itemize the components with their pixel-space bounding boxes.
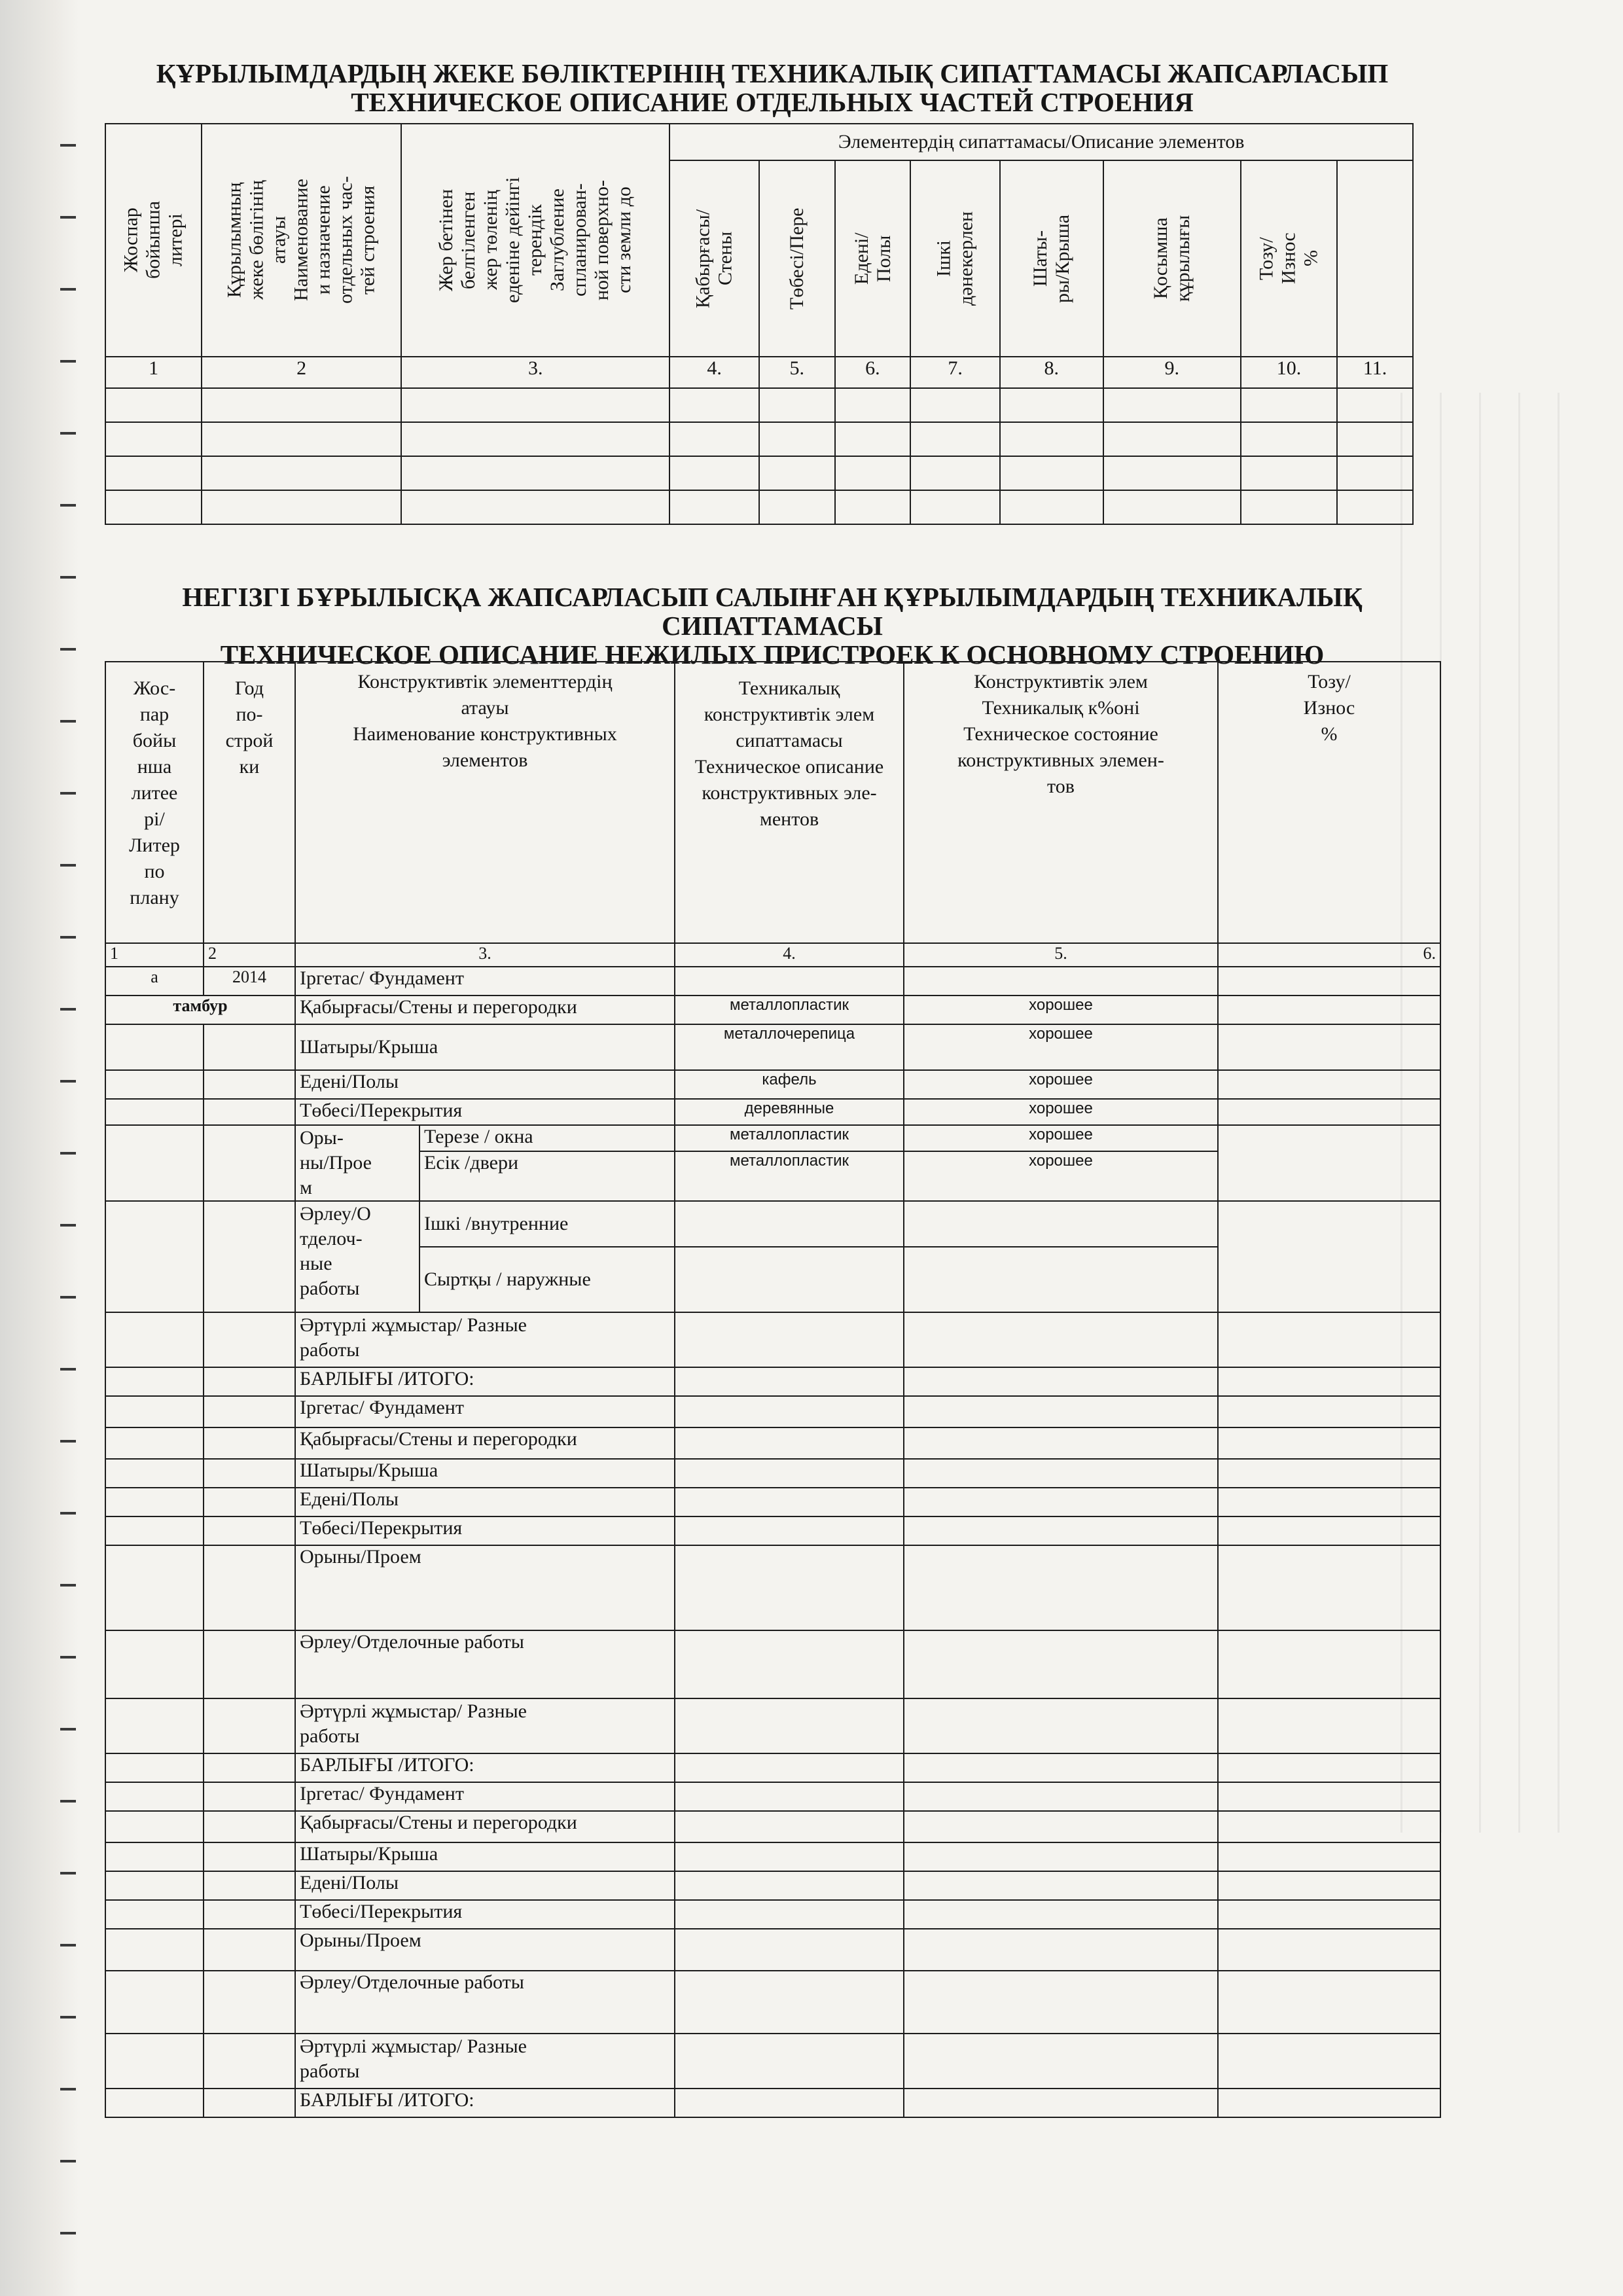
t1-header-elements-group: Элементердің сипаттамасы/Описание элементов xyxy=(669,124,1413,160)
t1-num: 9. xyxy=(1103,357,1241,388)
table-row xyxy=(105,1929,1440,1971)
t2-number-row xyxy=(105,943,1440,967)
finishing-label: Әрлеу/О тделоч- ные работы xyxy=(295,1201,419,1312)
element-name: Шатыры/Крыша xyxy=(295,1024,675,1070)
t1-empty-row xyxy=(105,456,1413,490)
t2-header-name: Конструктивтік элементтердің атауы Наименование конструктивных элементов xyxy=(295,662,675,943)
table-row xyxy=(105,2034,1440,2089)
t1-num: 5. xyxy=(759,357,835,388)
table-row xyxy=(105,967,1440,996)
table-row xyxy=(105,1459,1440,1488)
t1-num: 1 xyxy=(105,357,202,388)
annex-description-table xyxy=(105,661,1441,2118)
table-row xyxy=(105,1201,1440,1247)
t1-header-wear: Тозу/ Износ % xyxy=(1241,160,1337,357)
t1-num: 6. xyxy=(835,357,911,388)
year-cell: 2014 xyxy=(204,967,295,996)
element-name: Шатыры/Крыша xyxy=(295,1459,675,1488)
element-desc: металлопластик xyxy=(675,1125,904,1151)
element-name: Есік /двери xyxy=(419,1151,675,1201)
element-desc: деревянные xyxy=(675,1099,904,1125)
table-row xyxy=(105,1125,1440,1151)
element-desc: металлочерепица xyxy=(675,1024,904,1070)
element-name: Едені/Полы xyxy=(295,1070,675,1099)
parts-description-table xyxy=(105,123,1414,525)
liter-cell: а xyxy=(105,967,204,996)
element-name: Әрлеу/Отделочные работы xyxy=(295,1630,675,1698)
table-row xyxy=(105,1396,1440,1427)
t1-header-extra: Қосымша құрылығы xyxy=(1103,160,1241,357)
element-state: хорошее xyxy=(904,1070,1218,1099)
element-desc: кафель xyxy=(675,1070,904,1099)
table-row xyxy=(105,996,1440,1024)
t2-num: 2 xyxy=(204,943,295,967)
t1-header-walls: Қабырғасы/ Стены xyxy=(669,160,759,357)
table-row xyxy=(105,1367,1440,1396)
section2-title-ru: ТЕХНИЧЕСКОЕ ОПИСАНИЕ НЕЖИЛЫХ ПРИСТРОЕК К ОСНОВНОМУ СТРОЕНИЮ xyxy=(220,639,1325,670)
element-state: хорошее xyxy=(904,996,1218,1024)
element-name: Терезе / окна xyxy=(419,1125,675,1151)
table-row xyxy=(105,1099,1440,1125)
t1-num: 11. xyxy=(1337,357,1413,388)
section2-title-kz-1: НЕГІЗГІ БҰРЫЛЫСҚА ЖАПСАРЛАСЫП САЛЫНҒАН ҚҰРЫЛЫМДАРДЫҢ ТЕХНИКАЛЫҚ xyxy=(182,582,1363,612)
element-name: Іргетас/ Фундамент xyxy=(295,967,675,996)
table-row xyxy=(105,1024,1440,1070)
table-row xyxy=(105,2089,1440,2117)
t2-header-state: Конструктивтік элем Техникалық к%оні Техническое состояние конструктивных элемен- тов xyxy=(904,662,1218,943)
t1-num: 3. xyxy=(401,357,669,388)
total-label: БАРЛЫҒЫ /ИТОГО: xyxy=(295,1753,675,1782)
t1-empty-row xyxy=(105,422,1413,456)
total-label: БАРЛЫҒЫ /ИТОГО: xyxy=(295,2089,675,2117)
table-row xyxy=(105,1070,1440,1099)
element-name: Сыртқы / наружные xyxy=(419,1247,675,1312)
element-state: хорошее xyxy=(904,1125,1218,1151)
t1-empty-row xyxy=(105,388,1413,422)
table-row xyxy=(105,1811,1440,1842)
table-row xyxy=(105,1753,1440,1782)
t1-number-row xyxy=(105,357,1413,388)
t1-num: 8. xyxy=(1000,357,1103,388)
t2-num: 5. xyxy=(904,943,1218,967)
element-state: хорошее xyxy=(904,1151,1218,1201)
total-label: БАРЛЫҒЫ /ИТОГО: xyxy=(295,1367,675,1396)
section1-title-kz: ҚҰРЫЛЫМДАРДЫҢ ЖЕКЕ БӨЛІКТЕРІНІҢ ТЕХНИКАЛЫҚ СИПАТТАМАСЫ ЖАПСАРЛАСЫП xyxy=(156,58,1389,88)
t1-header-inner: Ішкі дәнекерлен xyxy=(910,160,1000,357)
element-name: Едені/Полы xyxy=(295,1871,675,1900)
table-row xyxy=(105,1871,1440,1900)
t2-header-plan: Жос- пар бойы нша литее рі/ Литер по плану xyxy=(105,662,204,943)
element-name: Әртүрлі жұмыстар/ Разные работы xyxy=(295,2034,675,2089)
element-state: хорошее xyxy=(904,1099,1218,1125)
element-name: Едені/Полы xyxy=(295,1488,675,1516)
table-row xyxy=(105,1971,1440,2034)
element-name: Іргетас/ Фундамент xyxy=(295,1782,675,1811)
table-row xyxy=(105,1488,1440,1516)
element-name: Төбесі/Перекрытия xyxy=(295,1099,675,1125)
element-name: Төбесі/Перекрытия xyxy=(295,1516,675,1545)
t2-num: 4. xyxy=(675,943,904,967)
t2-header-desc: Техникалық конструктивтік элем сипаттамасы Техническое описание конструктивных эле- ментов xyxy=(675,662,904,943)
binder-edge xyxy=(0,0,79,2296)
t1-num: 10. xyxy=(1241,357,1337,388)
t1-num: 2 xyxy=(202,357,401,388)
t1-header-ceiling: Төбесі/Пере xyxy=(759,160,835,357)
table-row xyxy=(105,1782,1440,1811)
table-row xyxy=(105,1312,1440,1367)
t2-header-wear: Тозу/ Износ % xyxy=(1218,662,1440,943)
t2-header-year: Год по- строй ки xyxy=(204,662,295,943)
t2-num: 1 xyxy=(105,943,204,967)
t1-header-depth: Жер бетінен белгіленген жер төленің еденіне дейінгі терендік Заглубление спланирован- ной поверхно- сти земли до xyxy=(401,124,669,357)
section1-title xyxy=(105,59,1440,117)
section2-title xyxy=(105,583,1440,669)
element-name: Қабырғасы/Стены и перегородки xyxy=(295,1427,675,1459)
table-row xyxy=(105,1842,1440,1871)
section1-title-ru: ТЕХНИЧЕСКОЕ ОПИСАНИЕ ОТДЕЛЬНЫХ ЧАСТЕЙ СТРОЕНИЯ xyxy=(351,87,1194,117)
openings-label: Оры- ны/Прое м xyxy=(295,1125,419,1201)
element-name: Әртүрлі жұмыстар/ Разные работы xyxy=(295,1698,675,1753)
element-state: хорошее xyxy=(904,1024,1218,1070)
element-name: Төбесі/Перекрытия xyxy=(295,1900,675,1929)
section2-title-kz-2: СИПАТТАМАСЫ xyxy=(662,611,883,641)
t1-header-floors: Едені/ Полы xyxy=(835,160,911,357)
t2-num: 3. xyxy=(295,943,675,967)
t2-num: 6. xyxy=(1218,943,1440,967)
element-name: Іргетас/ Фундамент xyxy=(295,1396,675,1427)
element-name: Ішкі /внутренние xyxy=(419,1201,675,1247)
t1-header-plan: Жоспар бойынша литері xyxy=(105,124,202,357)
element-name: Әрлеу/Отделочные работы xyxy=(295,1971,675,2034)
table-row xyxy=(105,1427,1440,1459)
table-row xyxy=(105,1630,1440,1698)
element-desc: металлопластик xyxy=(675,996,904,1024)
t1-num: 4. xyxy=(669,357,759,388)
extension-name: тамбур xyxy=(105,996,295,1024)
t1-num: 7. xyxy=(910,357,1000,388)
table-row xyxy=(105,1900,1440,1929)
table-row xyxy=(105,1516,1440,1545)
element-name: Қабырғасы/Стены и перегородки xyxy=(295,1811,675,1842)
element-name: Орыны/Проем xyxy=(295,1545,675,1630)
table-row xyxy=(105,1698,1440,1753)
element-name: Әртүрлі жұмыстар/ Разные работы xyxy=(295,1312,675,1367)
element-desc: металлопластик xyxy=(675,1151,904,1201)
t1-header-roof: Шаты- ры/Крыша xyxy=(1000,160,1103,357)
element-name: Орыны/Проем xyxy=(295,1929,675,1971)
element-name: Шатыры/Крыша xyxy=(295,1842,675,1871)
t1-empty-row xyxy=(105,490,1413,524)
table-row xyxy=(105,1545,1440,1630)
element-name: Қабырғасы/Стены и перегородки xyxy=(295,996,675,1024)
t1-header-name: Құрылымның жеке бөлігінің атауы Наименование и назначение отдельных час- тей строения xyxy=(202,124,401,357)
